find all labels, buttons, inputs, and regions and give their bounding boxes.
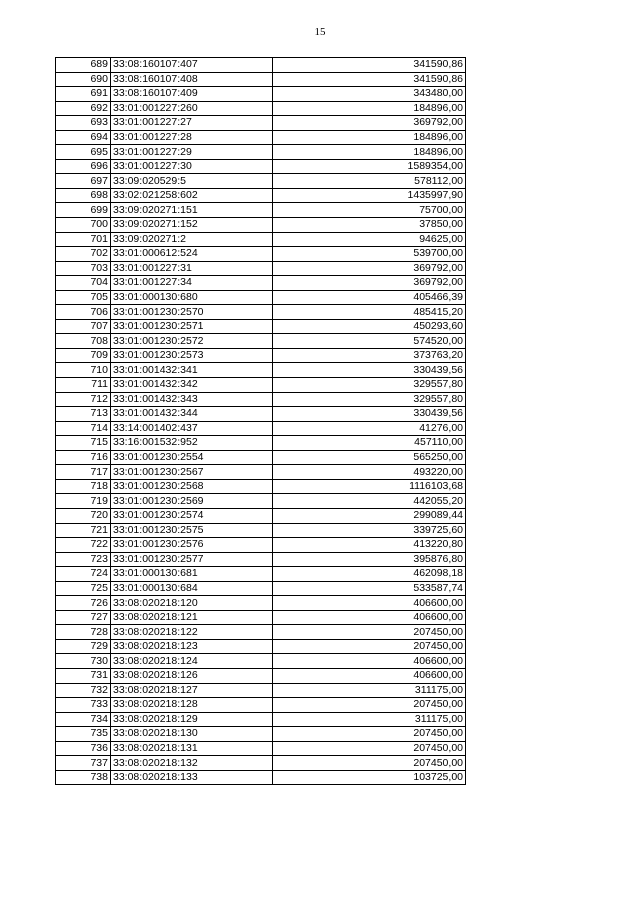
cadastral-value-cell: 565250,00 [273, 450, 466, 465]
cadastral-value-cell: 329557,80 [273, 378, 466, 393]
row-number-cell: 719 [56, 494, 111, 509]
cadastral-number-cell: 33:08:020218:122 [111, 625, 273, 640]
cadastral-number-cell: 33:08:160107:409 [111, 87, 273, 102]
cadastral-value-cell: 207450,00 [273, 756, 466, 771]
table-row [56, 741, 466, 756]
table-row [56, 450, 466, 465]
cadastral-value-cell: 341590,86 [273, 72, 466, 87]
row-number-cell: 689 [56, 58, 111, 73]
cadastral-number-cell: 33:01:001230:2568 [111, 479, 273, 494]
cadastral-value-cell: 341590,86 [273, 58, 466, 73]
table-row [56, 756, 466, 771]
cadastral-number-cell: 33:01:001230:2576 [111, 538, 273, 553]
table-row [56, 596, 466, 611]
cadastral-value-cell: 369792,00 [273, 261, 466, 276]
cadastral-value-cell: 457110,00 [273, 436, 466, 451]
row-number-cell: 716 [56, 450, 111, 465]
row-number-cell: 712 [56, 392, 111, 407]
cadastral-number-cell: 33:14:001402:437 [111, 421, 273, 436]
row-number-cell: 728 [56, 625, 111, 640]
cadastral-value-cell: 369792,00 [273, 116, 466, 131]
table-row [56, 218, 466, 233]
table-row [56, 567, 466, 582]
cadastral-value-cell: 207450,00 [273, 639, 466, 654]
cadastral-number-cell: 33:01:001230:2574 [111, 508, 273, 523]
row-number-cell: 692 [56, 101, 111, 116]
cadastral-number-cell: 33:01:001227:34 [111, 276, 273, 291]
table-row [56, 203, 466, 218]
cadastral-number-cell: 33:01:000612:524 [111, 247, 273, 262]
cadastral-number-cell: 33:09:020529:5 [111, 174, 273, 189]
cadastral-number-cell: 33:01:001432:341 [111, 363, 273, 378]
cadastral-number-cell: 33:08:020218:133 [111, 770, 273, 785]
table-row [56, 334, 466, 349]
row-number-cell: 693 [56, 116, 111, 131]
row-number-cell: 707 [56, 319, 111, 334]
table-row [56, 421, 466, 436]
cadastral-value-cell: 406600,00 [273, 596, 466, 611]
row-number-cell: 722 [56, 538, 111, 553]
cadastral-value-cell: 37850,00 [273, 218, 466, 233]
row-number-cell: 720 [56, 508, 111, 523]
table-row [56, 101, 466, 116]
cadastral-value-cell: 1435997,90 [273, 188, 466, 203]
row-number-cell: 729 [56, 639, 111, 654]
row-number-cell: 723 [56, 552, 111, 567]
row-number-cell: 725 [56, 581, 111, 596]
cadastral-number-cell: 33:01:001432:342 [111, 378, 273, 393]
table-row [56, 261, 466, 276]
cadastral-value-cell: 574520,00 [273, 334, 466, 349]
row-number-cell: 714 [56, 421, 111, 436]
cadastral-number-cell: 33:09:020271:2 [111, 232, 273, 247]
cadastral-number-cell: 33:01:001227:30 [111, 159, 273, 174]
row-number-cell: 701 [56, 232, 111, 247]
row-number-cell: 706 [56, 305, 111, 320]
table-row [56, 363, 466, 378]
cadastral-value-cell: 462098,18 [273, 567, 466, 582]
cadastral-value-cell: 485415,20 [273, 305, 466, 320]
row-number-cell: 726 [56, 596, 111, 611]
cadastral-number-cell: 33:02:021258:602 [111, 188, 273, 203]
table-row [56, 465, 466, 480]
table-row [56, 683, 466, 698]
cadastral-value-cell: 539700,00 [273, 247, 466, 262]
row-number-cell: 710 [56, 363, 111, 378]
cadastral-number-cell: 33:08:020218:132 [111, 756, 273, 771]
table-row [56, 232, 466, 247]
row-number-cell: 738 [56, 770, 111, 785]
table-row [56, 87, 466, 102]
table-row [56, 494, 466, 509]
cadastral-value-cell: 406600,00 [273, 654, 466, 669]
table-row [56, 392, 466, 407]
cadastral-number-cell: 33:08:020218:127 [111, 683, 273, 698]
cadastral-number-cell: 33:01:001230:2569 [111, 494, 273, 509]
table-row [56, 508, 466, 523]
cadastral-number-cell: 33:01:001230:2577 [111, 552, 273, 567]
cadastral-number-cell: 33:08:020218:121 [111, 610, 273, 625]
cadastral-value-cell: 450293,60 [273, 319, 466, 334]
row-number-cell: 697 [56, 174, 111, 189]
row-number-cell: 690 [56, 72, 111, 87]
cadastral-number-cell: 33:01:001227:260 [111, 101, 273, 116]
cadastral-number-cell: 33:08:020218:130 [111, 727, 273, 742]
table-row [56, 698, 466, 713]
row-number-cell: 708 [56, 334, 111, 349]
table-row [56, 581, 466, 596]
row-number-cell: 713 [56, 407, 111, 422]
cadastral-value-cell: 103725,00 [273, 770, 466, 785]
cadastral-number-cell: 33:01:001230:2554 [111, 450, 273, 465]
cadastral-value-cell: 41276,00 [273, 421, 466, 436]
table-row [56, 319, 466, 334]
cadastral-value-cell: 207450,00 [273, 698, 466, 713]
cadastral-value-cell: 311175,00 [273, 683, 466, 698]
cadastral-value-table [55, 57, 466, 785]
table-row [56, 305, 466, 320]
row-number-cell: 696 [56, 159, 111, 174]
table-row [56, 72, 466, 87]
table-row [56, 712, 466, 727]
table-row [56, 479, 466, 494]
row-number-cell: 715 [56, 436, 111, 451]
table-row [56, 378, 466, 393]
row-number-cell: 732 [56, 683, 111, 698]
table-row [56, 130, 466, 145]
cadastral-value-cell: 578112,00 [273, 174, 466, 189]
row-number-cell: 700 [56, 218, 111, 233]
cadastral-value-cell: 1116103,68 [273, 479, 466, 494]
row-number-cell: 727 [56, 610, 111, 625]
table-row [56, 247, 466, 262]
cadastral-number-cell: 33:01:001227:27 [111, 116, 273, 131]
cadastral-number-cell: 33:01:001432:344 [111, 407, 273, 422]
table-row [56, 348, 466, 363]
cadastral-number-cell: 33:01:001230:2567 [111, 465, 273, 480]
cadastral-value-cell: 405466,39 [273, 290, 466, 305]
row-number-cell: 730 [56, 654, 111, 669]
cadastral-number-cell: 33:08:020218:131 [111, 741, 273, 756]
row-number-cell: 704 [56, 276, 111, 291]
row-number-cell: 724 [56, 567, 111, 582]
cadastral-value-cell: 184896,00 [273, 130, 466, 145]
cadastral-number-cell: 33:09:020271:152 [111, 218, 273, 233]
table-row [56, 668, 466, 683]
table-row [56, 58, 466, 73]
cadastral-number-cell: 33:08:160107:408 [111, 72, 273, 87]
cadastral-number-cell: 33:01:001432:343 [111, 392, 273, 407]
row-number-cell: 705 [56, 290, 111, 305]
cadastral-value-cell: 207450,00 [273, 741, 466, 756]
cadastral-number-cell: 33:08:020218:129 [111, 712, 273, 727]
cadastral-value-cell: 339725,60 [273, 523, 466, 538]
cadastral-number-cell: 33:01:001230:2570 [111, 305, 273, 320]
cadastral-value-cell: 330439,56 [273, 363, 466, 378]
cadastral-number-cell: 33:01:001227:31 [111, 261, 273, 276]
row-number-cell: 737 [56, 756, 111, 771]
row-number-cell: 699 [56, 203, 111, 218]
cadastral-number-cell: 33:08:020218:124 [111, 654, 273, 669]
cadastral-number-cell: 33:09:020271:151 [111, 203, 273, 218]
table-row [56, 188, 466, 203]
table-row [56, 639, 466, 654]
cadastral-value-cell: 184896,00 [273, 145, 466, 160]
cadastral-value-cell: 406600,00 [273, 668, 466, 683]
cadastral-value-cell: 207450,00 [273, 625, 466, 640]
table-row [56, 116, 466, 131]
table-row [56, 523, 466, 538]
row-number-cell: 733 [56, 698, 111, 713]
row-number-cell: 698 [56, 188, 111, 203]
cadastral-value-cell: 75700,00 [273, 203, 466, 218]
cadastral-value-cell: 369792,00 [273, 276, 466, 291]
cadastral-number-cell: 33:08:160107:407 [111, 58, 273, 73]
row-number-cell: 736 [56, 741, 111, 756]
cadastral-value-cell: 299089,44 [273, 508, 466, 523]
table-body [56, 58, 466, 785]
cadastral-value-cell: 94625,00 [273, 232, 466, 247]
cadastral-value-cell: 184896,00 [273, 101, 466, 116]
table-row [56, 145, 466, 160]
cadastral-number-cell: 33:01:001227:29 [111, 145, 273, 160]
table-row [56, 407, 466, 422]
table-row [56, 174, 466, 189]
row-number-cell: 691 [56, 87, 111, 102]
row-number-cell: 702 [56, 247, 111, 262]
cadastral-number-cell: 33:08:020218:120 [111, 596, 273, 611]
table-row [56, 538, 466, 553]
cadastral-number-cell: 33:01:001230:2573 [111, 348, 273, 363]
row-number-cell: 695 [56, 145, 111, 160]
cadastral-number-cell: 33:01:001230:2575 [111, 523, 273, 538]
row-number-cell: 717 [56, 465, 111, 480]
table-row [56, 436, 466, 451]
cadastral-number-cell: 33:01:000130:680 [111, 290, 273, 305]
cadastral-value-cell: 493220,00 [273, 465, 466, 480]
cadastral-number-cell: 33:01:000130:684 [111, 581, 273, 596]
cadastral-value-cell: 406600,00 [273, 610, 466, 625]
cadastral-number-cell: 33:08:020218:126 [111, 668, 273, 683]
table-row [56, 276, 466, 291]
cadastral-number-cell: 33:01:001230:2572 [111, 334, 273, 349]
cadastral-number-cell: 33:01:000130:681 [111, 567, 273, 582]
table-row [56, 770, 466, 785]
table-row [56, 552, 466, 567]
row-number-cell: 709 [56, 348, 111, 363]
cadastral-value-cell: 343480,00 [273, 87, 466, 102]
cadastral-value-cell: 395876,80 [273, 552, 466, 567]
table-row [56, 654, 466, 669]
row-number-cell: 718 [56, 479, 111, 494]
row-number-cell: 731 [56, 668, 111, 683]
row-number-cell: 721 [56, 523, 111, 538]
cadastral-value-cell: 207450,00 [273, 727, 466, 742]
table-row [56, 290, 466, 305]
page-number: 15 [314, 26, 326, 38]
cadastral-value-cell: 1589354,00 [273, 159, 466, 174]
table-row [56, 625, 466, 640]
cadastral-number-cell: 33:01:001227:28 [111, 130, 273, 145]
cadastral-value-cell: 533587,74 [273, 581, 466, 596]
cadastral-value-cell: 442055,20 [273, 494, 466, 509]
cadastral-value-cell: 373763,20 [273, 348, 466, 363]
cadastral-number-cell: 33:08:020218:123 [111, 639, 273, 654]
row-number-cell: 694 [56, 130, 111, 145]
cadastral-value-cell: 330439,56 [273, 407, 466, 422]
cadastral-value-cell: 413220,80 [273, 538, 466, 553]
row-number-cell: 735 [56, 727, 111, 742]
row-number-cell: 711 [56, 378, 111, 393]
cadastral-number-cell: 33:01:001230:2571 [111, 319, 273, 334]
cadastral-value-cell: 329557,80 [273, 392, 466, 407]
cadastral-value-cell: 311175,00 [273, 712, 466, 727]
table-row [56, 610, 466, 625]
row-number-cell: 703 [56, 261, 111, 276]
row-number-cell: 734 [56, 712, 111, 727]
cadastral-number-cell: 33:16:001532:952 [111, 436, 273, 451]
table-row [56, 727, 466, 742]
cadastral-number-cell: 33:08:020218:128 [111, 698, 273, 713]
table-row [56, 159, 466, 174]
